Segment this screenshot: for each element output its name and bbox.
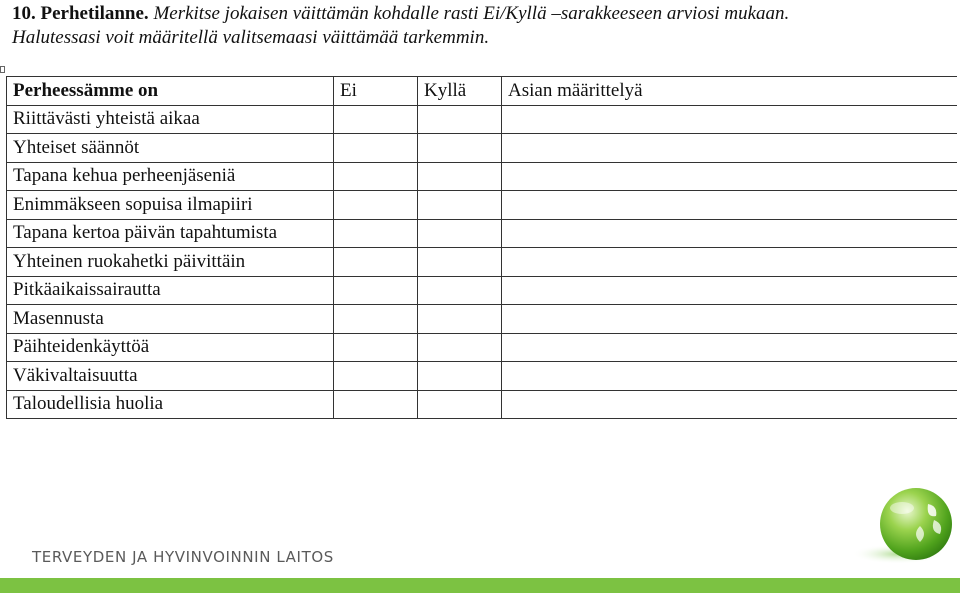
yes-cell[interactable] <box>418 305 502 334</box>
statement-label: Yhteiset säännöt <box>7 134 334 163</box>
yes-cell[interactable] <box>418 219 502 248</box>
column-header-statement: Perheessämme on <box>7 77 334 106</box>
no-cell[interactable] <box>334 219 418 248</box>
no-cell[interactable] <box>334 305 418 334</box>
question-instruction: Merkitse jokaisen väittämän kohdalle rasti Ei/Kyllä –sarakkeeseen arviosi mukaan. <box>148 3 790 24</box>
no-cell[interactable] <box>334 276 418 305</box>
yes-cell[interactable] <box>418 162 502 191</box>
column-header-details: Asian määrittelyä <box>502 77 957 106</box>
statement-label: Yhteinen ruokahetki päivittäin <box>7 248 334 277</box>
statement-label: Enimmäkseen sopuisa ilmapiiri <box>7 191 334 220</box>
details-cell[interactable] <box>502 390 957 419</box>
details-cell[interactable] <box>502 276 957 305</box>
table-row <box>7 105 957 134</box>
details-cell[interactable] <box>502 162 957 191</box>
yes-cell[interactable] <box>418 191 502 220</box>
yes-cell[interactable] <box>418 105 502 134</box>
column-header-yes: Kyllä <box>418 77 502 106</box>
table-row <box>7 305 957 334</box>
yes-cell[interactable] <box>418 390 502 419</box>
table-header-row <box>7 77 957 106</box>
question-heading <box>12 2 952 50</box>
family-situation-table <box>6 76 957 419</box>
question-title: 10. Perhetilanne. <box>12 3 149 24</box>
table-row <box>7 248 957 277</box>
no-cell[interactable] <box>334 333 418 362</box>
statement-label: Tapana kertoa päivän tapahtumista <box>7 219 334 248</box>
table-row <box>7 276 957 305</box>
details-cell[interactable] <box>502 362 957 391</box>
table-row <box>7 219 957 248</box>
statement-label: Taloudellisia huolia <box>7 390 334 419</box>
table-row <box>7 362 957 391</box>
table-row <box>7 162 957 191</box>
yes-cell[interactable] <box>418 134 502 163</box>
statement-label: Pitkäaikaissairautta <box>7 276 334 305</box>
details-cell[interactable] <box>502 305 957 334</box>
statement-label: Masennusta <box>7 305 334 334</box>
table-anchor-icon[interactable] <box>0 66 5 73</box>
no-cell[interactable] <box>334 362 418 391</box>
statement-label: Riittävästi yhteistä aikaa <box>7 105 334 134</box>
footer-organization-name: TERVEYDEN JA HYVINVOINNIN LAITOS <box>32 548 334 566</box>
table-row <box>7 134 957 163</box>
statement-label: Päihteidenkäyttöä <box>7 333 334 362</box>
question-instruction-line2: Halutessasi voit määritellä valitsemaasi väittämää tarkemmin. <box>12 27 490 48</box>
table-row <box>7 390 957 419</box>
no-cell[interactable] <box>334 390 418 419</box>
details-cell[interactable] <box>502 134 957 163</box>
no-cell[interactable] <box>334 248 418 277</box>
footer-green-bar <box>0 578 960 593</box>
table-row <box>7 333 957 362</box>
yes-cell[interactable] <box>418 248 502 277</box>
details-cell[interactable] <box>502 219 957 248</box>
yes-cell[interactable] <box>418 333 502 362</box>
details-cell[interactable] <box>502 191 957 220</box>
no-cell[interactable] <box>334 134 418 163</box>
no-cell[interactable] <box>334 105 418 134</box>
yes-cell[interactable] <box>418 362 502 391</box>
thl-logo-icon <box>850 486 956 568</box>
no-cell[interactable] <box>334 191 418 220</box>
no-cell[interactable] <box>334 162 418 191</box>
table-row <box>7 191 957 220</box>
details-cell[interactable] <box>502 105 957 134</box>
details-cell[interactable] <box>502 333 957 362</box>
yes-cell[interactable] <box>418 276 502 305</box>
statement-label: Tapana kehua perheenjäseniä <box>7 162 334 191</box>
details-cell[interactable] <box>502 248 957 277</box>
column-header-no: Ei <box>334 77 418 106</box>
statement-label: Väkivaltaisuutta <box>7 362 334 391</box>
